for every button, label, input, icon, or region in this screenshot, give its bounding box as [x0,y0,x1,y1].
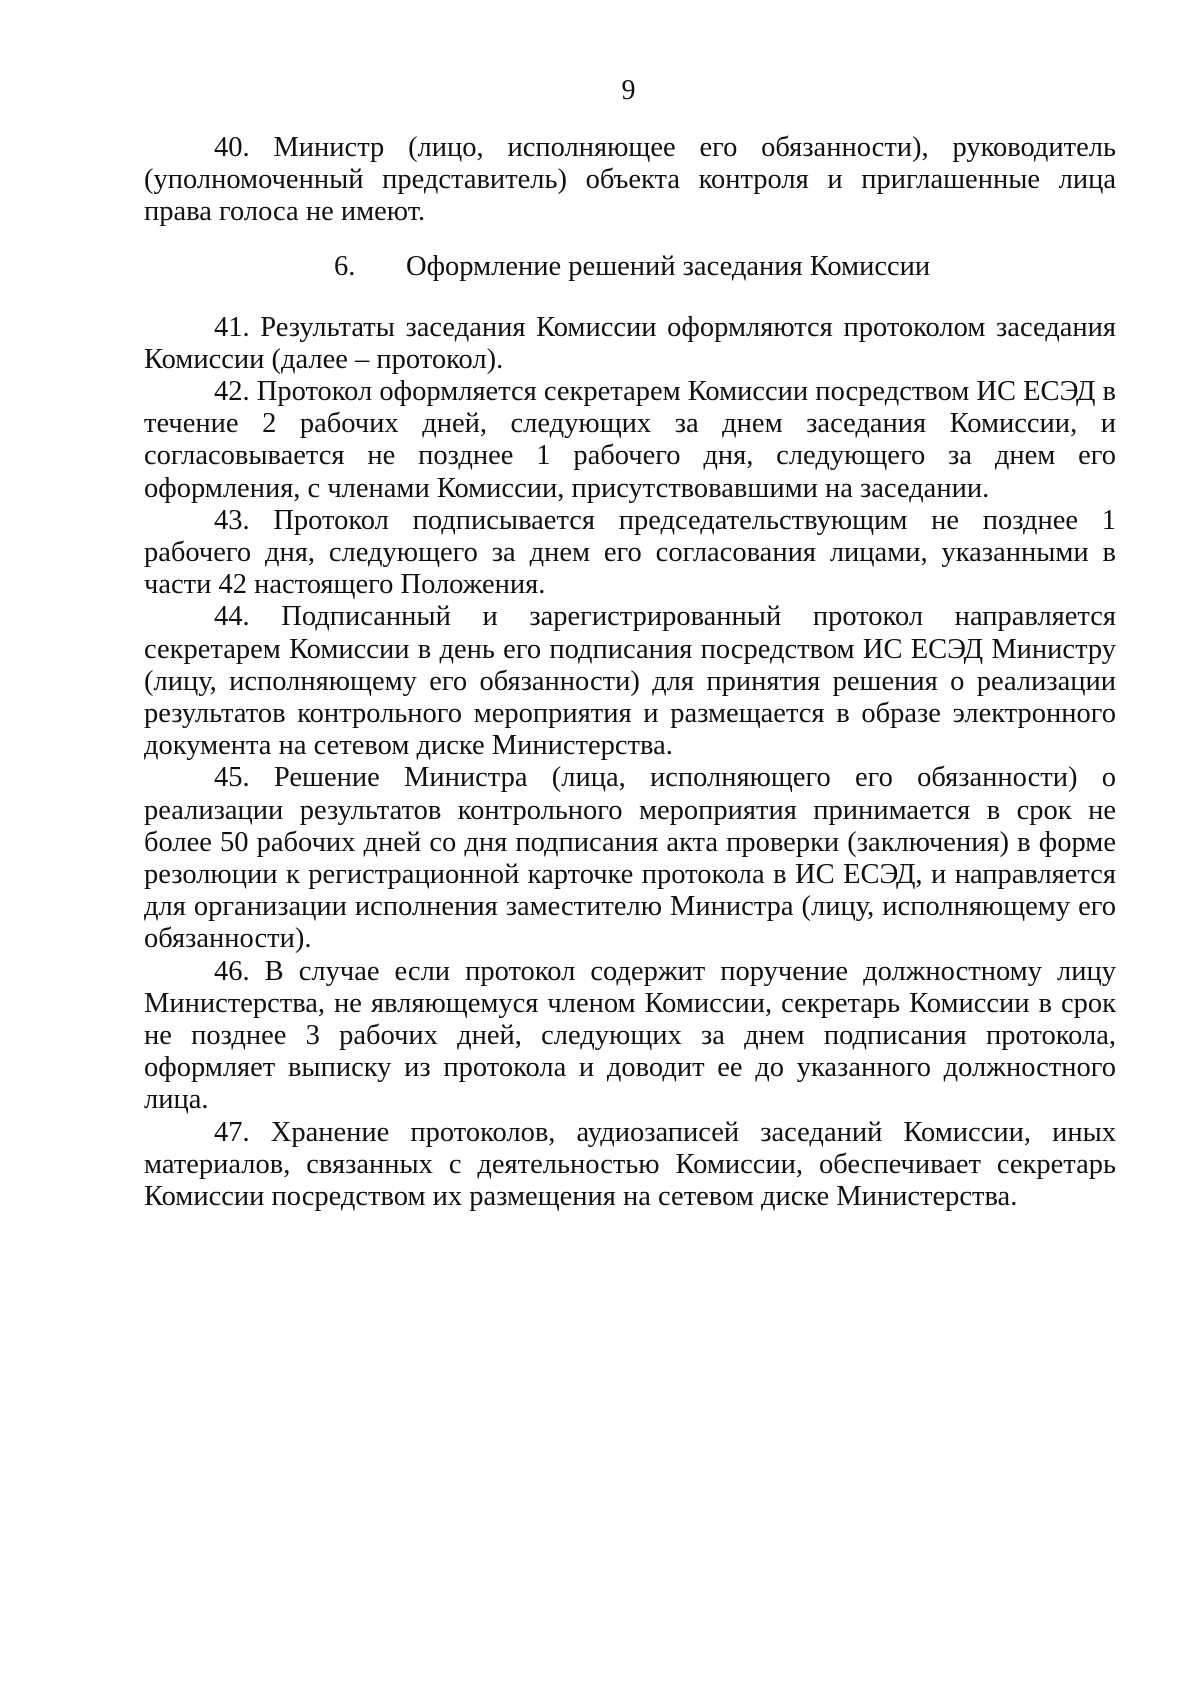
paragraph-44: 44. Подписанный и зарегистрированный протокол направляется секретарем Комиссии в день его подписания посредством ИС ЕСЭД Министру (лицу, исполняющему его обязанности) для принятия решения о реализации результатов контрольного мероприятия и размещается в образе электронного документа на сетевом диске Министерства. [144,601,1116,762]
paragraph-47: 47. Хранение протоколов, аудиозаписей заседаний Комиссии, иных материалов, связанных с деятельностью Комиссии, обеспечивает секретарь Комиссии посредством их размещения на сетевом диске Министерства. [144,1116,1116,1213]
paragraph-41: 41. Результаты заседания Комиссии оформляются протоколом заседания Комиссии (далее – протокол). [144,311,1116,375]
section-number: 6. [334,250,356,282]
section-heading [144,249,1116,285]
paragraph-42: 42. Протокол оформляется секретарем Комиссии посредством ИС ЕСЭД в течение 2 рабочих дней, следующих за днем заседания Комиссии, и согласовывается не позднее 1 рабочего дня, следующего за днем его оформления, с членами Комиссии, присутствовавшими на заседании. [144,376,1117,504]
document-body [144,132,1116,1213]
section-title: Оформление решений заседания Комиссии [406,250,931,282]
paragraph-40: 40. Министр (лицо, исполняющее его обязанности), руководитель (уполномоченный представитель) объекта контроля и приглашенные лица права голоса не имеют. [144,132,1116,228]
paragraph-46: 46. В случае если протокол содержит поручение должностному лицу Министерства, не являющемуся членом Комиссии, секретарь Комиссии в срок не позднее 3 рабочих дней, следующих за днем подписания протокола, оформляет выписку из протокола и доводит ее до указанного должностного лица. [144,955,1116,1116]
paragraph-45: 45. Решение Министра (лица, исполняющего его обязанности) о реализации результатов контрольного мероприятия принимается в срок не более 50 рабочих дней со дня подписания акта проверки (заключения) в форме резолюции к регистрационной карточке протокола в ИС ЕСЭД, и направляется для организации исполнения заместителю Министра (лицу, исполняющему его обязанности). [144,762,1116,955]
page-number: 9 [621,75,636,106]
paragraph-43: 43. Протокол подписывается председательствующим не позднее 1 рабочего дня, следующего за днем его согласования лицами, указанными в части 42 настоящего Положения. [144,504,1116,601]
